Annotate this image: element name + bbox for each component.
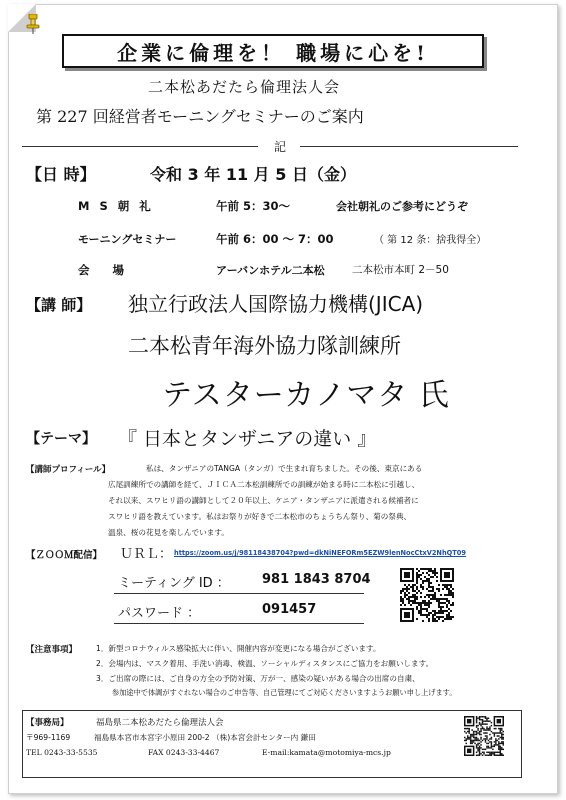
theme-value: 『 日本とタンザニアの違い 』	[118, 428, 377, 450]
speaker-org1: 独立行政法人国際協力機構(JICA)	[128, 292, 424, 316]
venue-name: アーバンホテル二本松	[216, 264, 325, 277]
qr-code-icon[interactable]	[400, 568, 454, 622]
ms-label: M S 朝 礼	[78, 199, 154, 213]
morning-note: （ 第 12 条：捨我得全）	[374, 235, 487, 246]
profile-line: スワヒリ語を教えています。私はお祭りが好きで二本松市のちょうちん祭り、菊の祭典、	[108, 512, 412, 521]
ms-note: 会社朝礼のご参考にどうぞ	[336, 200, 468, 213]
zoom-url-link[interactable]: https://zoom.us/j/98118438704?pwd=dkNiNEFORm5EZW9lenNocCtxV2NhQT09	[174, 549, 466, 557]
meeting-id-label: ミーティング ID ：	[118, 576, 230, 591]
venue-label: 会 場	[78, 263, 124, 277]
morning-time: 午前 6：00 ～ 7：00	[216, 232, 334, 246]
divider-left	[22, 146, 258, 147]
password-underline	[114, 623, 364, 624]
profile-label: 【講師プロフィール】	[26, 465, 111, 475]
theme-label: 【テーマ】	[26, 431, 96, 447]
morning-label: モーニングセミナー	[78, 233, 177, 246]
office-email[interactable]: E-mail:kamata@motomiya-mcs.jp	[262, 748, 391, 757]
profile-line: それ以来、スワヒリ語の講師として２０年以上、ケニア・タンザニアに派遣される候補者に	[108, 496, 419, 505]
office-fax: FAX 0243-33-4467	[148, 748, 220, 757]
note-item: 2．会場内は、マスク着用、手洗い消毒、検温、ソーシャルディスタンスにご協力をお願いします。	[96, 659, 434, 668]
speaker-label: 【講 師】	[26, 296, 92, 314]
divider-right	[300, 146, 518, 147]
title-box: 企業に倫理を！ 職場に心を!	[62, 34, 484, 68]
speaker-name: テスターカノマタ 氏	[162, 378, 450, 413]
meeting-id-underline	[114, 593, 364, 594]
office-name: 福島県二本松あだたら倫理法人会	[96, 718, 224, 728]
password-label: パスワード ：	[118, 606, 201, 621]
org-name: 二本松あだたら倫理法人会	[148, 78, 341, 96]
pushpin-icon	[26, 14, 40, 34]
office-label: 【事務局】	[26, 718, 69, 728]
meeting-id-value: 981 1843 8704	[262, 572, 371, 587]
note-item: 参加途中で体調がすぐれない場合のご申告等、自己管理にてご対応くださいますようお願い申し上げます。	[112, 688, 457, 697]
office-tel: TEL 0243-33-5535	[26, 748, 98, 757]
qr-code-icon[interactable]	[464, 716, 504, 756]
speaker-org2: 二本松青年海外協力隊訓練所	[128, 334, 401, 358]
profile-line: 私は、タンザニアのTANGA（タンガ）で生まれ育ちました。その後、東京にある	[146, 464, 423, 473]
datetime-value: 令和 3 年 11 月 5 日（金）	[150, 165, 356, 184]
notes-label: 【注意事項】	[26, 645, 78, 655]
seminar-title: 第 227 回経営者モーニングセミナーのご案内	[36, 107, 364, 126]
datetime-label: 【日 時】	[26, 165, 96, 184]
ms-time: 午前 5：30～	[216, 199, 291, 213]
profile-line: 温泉、桜の花見を楽しんでいます。	[108, 528, 229, 537]
note-item: 1．新型コロナウィルス感染拡大に伴い、開催内容が変更になる場合がございます。	[96, 644, 381, 653]
zoom-label: 【ＺＯＯＭ配信】	[26, 550, 103, 561]
ki-text: 記	[274, 140, 287, 154]
venue-address: 二本松市本町 2－50	[352, 264, 449, 276]
postal-code: 〒969-1169	[26, 733, 71, 742]
profile-line: 広尾訓練所での講師を経て、ＪＩＣＡ二本松訓練所での訓練が始まる時に二本松に引越し、	[108, 480, 420, 489]
zoom-url-label: ＵＲＬ：	[120, 547, 173, 562]
password-value: 091457	[262, 602, 317, 617]
note-item: 3．ご出席の際には、ご自身の方全の予防対策、万が一、感染の疑いがある場合の出席の自粛、	[96, 674, 420, 683]
office-address: 福島県本宮市本宮字小原田 200-2 （株)本宮会計センター内 鎌田	[94, 733, 316, 742]
